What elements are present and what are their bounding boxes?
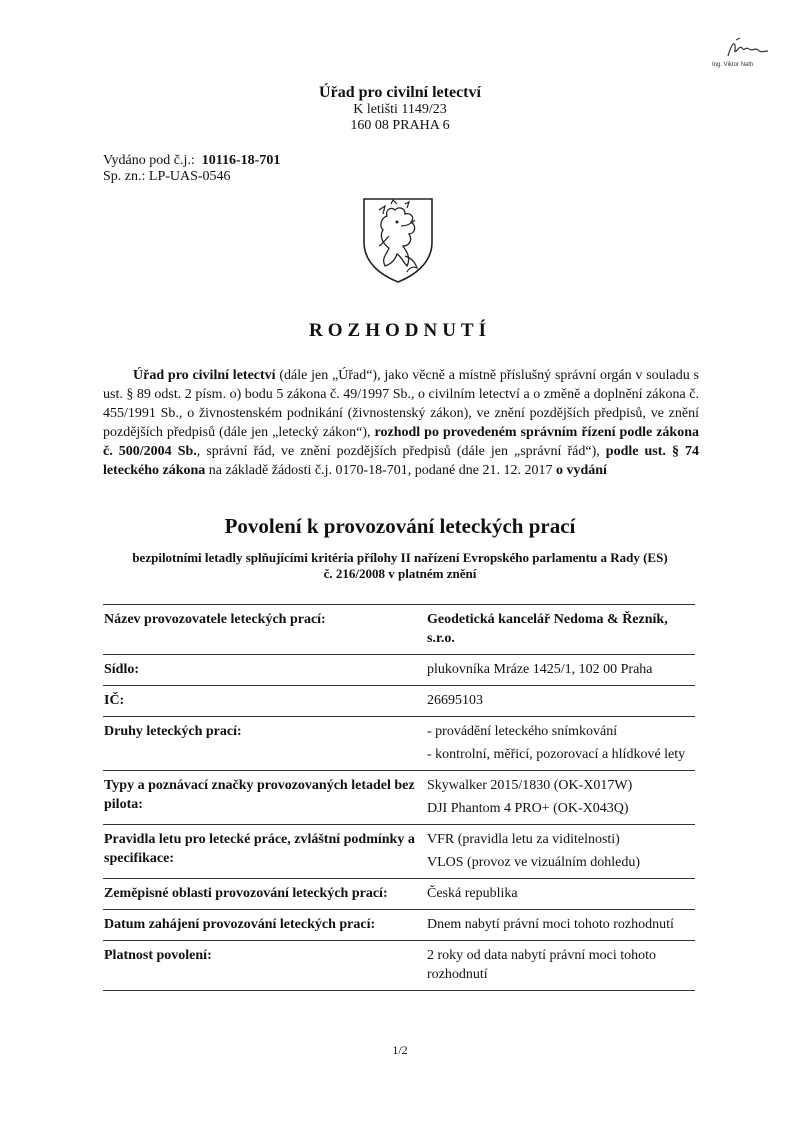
- seat-label: Sídlo:: [104, 662, 140, 677]
- area-label: Zeměpisné oblasti provozování leteckých prací:: [104, 886, 388, 901]
- table-row: [103, 879, 695, 910]
- aircraft-item: Skywalker 2015/1830 (OK-X017W): [427, 778, 633, 793]
- validity-label: Platnost povolení:: [104, 948, 212, 963]
- decision-heading: ROZHODNUTÍ: [309, 320, 491, 341]
- table-row: [103, 717, 695, 771]
- start-label: Datum zahájení provozování leteckých prací:: [104, 917, 376, 932]
- rule-item: VFR (pravidla letu za viditelnosti): [427, 832, 620, 847]
- file-label: Sp. zn.:: [103, 169, 146, 184]
- permit-title: Povolení k provozování leteckých prací: [224, 514, 576, 538]
- rules-label: Pravidla letu pro letecké práce, zvláštní podmínky a specifikace:: [104, 832, 415, 866]
- intro-issuance: o vydání: [555, 463, 607, 478]
- czech-lion-coat-of-arms-icon: [361, 196, 435, 284]
- work-type-item: - kontrolní, měřicí, pozorovací a hlídkové lety: [427, 747, 686, 762]
- work-types-label: Druhy leteckých prací:: [104, 724, 242, 739]
- issuer-name: Úřad pro civilní letectví: [319, 84, 481, 101]
- intro-text-3: na základě žádosti č.j. 0170-18-701, podané dne 21. 12. 2017: [205, 463, 556, 478]
- table-row: [103, 825, 695, 879]
- area-value: Česká republika: [427, 886, 518, 901]
- intro-legal-basis: podle ust. § 74 leteckého zákona: [103, 444, 699, 478]
- issuer-address-line1: K letišti 1149/23: [353, 102, 447, 117]
- operator-value: Geodetická kancelář Nedoma & Řezník, s.r.o.: [427, 612, 668, 646]
- rules-values: [427, 825, 695, 878]
- permit-subtitle: bezpilotními letadly splňujícími kritéria přílohy II nařízení Evropského parlamentu a Rady (ES) č. 216/2008 v platném znění: [132, 550, 668, 581]
- table-row: [103, 941, 695, 991]
- ic-value: 26695103: [427, 693, 483, 708]
- aircraft-item: DJI Phantom 4 PRO+ (OK-X043Q): [427, 801, 629, 816]
- page-number: 1/2: [392, 1043, 408, 1057]
- table-row: [103, 655, 695, 686]
- work-type-item: - provádění leteckého snímkování: [427, 724, 618, 739]
- issued-value: 10116-18-701: [201, 153, 281, 168]
- intro-authority: Úřad pro civilní letectví: [133, 368, 276, 383]
- table-row: [103, 910, 695, 941]
- table-row: [103, 686, 695, 717]
- signature-name: Ing. Viktor Nath: [712, 62, 754, 68]
- intro-paragraph: [103, 366, 699, 480]
- intro-text-2: , správní řád, ve znění pozdějších předpisů (dále jen „správní řád“),: [196, 444, 606, 459]
- intro-text-1: (dále jen „Úřad“), jako věcně a místně příslušný správní orgán v souladu s ust. § 89 odst. 2 písm. o) bodu 5 zákona č. 49/1997 Sb., o civilním letectví a o změně a doplnění zákona č. 455/1991 Sb., o živnostenském podnikání (živnostenský zákon), ve znění pozdějších předpisů, ve znění pozdějších předpisů (dále jen „letecký zákon“),: [103, 368, 699, 440]
- table-row: [103, 605, 695, 655]
- work-types-values: [427, 717, 695, 770]
- table-row: [103, 771, 695, 825]
- rule-item: VLOS (provoz ve vizuálním dohledu): [427, 855, 641, 870]
- aircraft-values: [427, 771, 695, 824]
- seat-value: plukovníka Mráze 1425/1, 102 00 Praha: [427, 662, 653, 677]
- issued-label: Vydáno pod č.j.:: [103, 153, 195, 168]
- permit-details-table: [103, 604, 695, 991]
- validity-value: 2 roky od data nabytí právní moci tohoto rozhodnutí: [427, 948, 657, 982]
- reference-block: [103, 153, 280, 185]
- start-value: Dnem nabytí právní moci tohoto rozhodnutí: [427, 917, 674, 932]
- file-value: LP-UAS-0546: [148, 169, 231, 184]
- ic-label: IČ:: [104, 693, 125, 708]
- aircraft-label: Typy a poznávací značky provozovaných letadel bez pilota:: [104, 778, 415, 812]
- issuer-header: [0, 84, 800, 134]
- operator-label: Název provozovatele leteckých prací:: [104, 612, 326, 627]
- intro-decision: rozhodl po provedeném správním řízení podle zákona č. 500/2004 Sb.: [103, 425, 699, 459]
- issuer-address-line2: 160 08 PRAHA 6: [350, 118, 450, 133]
- handwritten-signature-icon: [722, 36, 770, 64]
